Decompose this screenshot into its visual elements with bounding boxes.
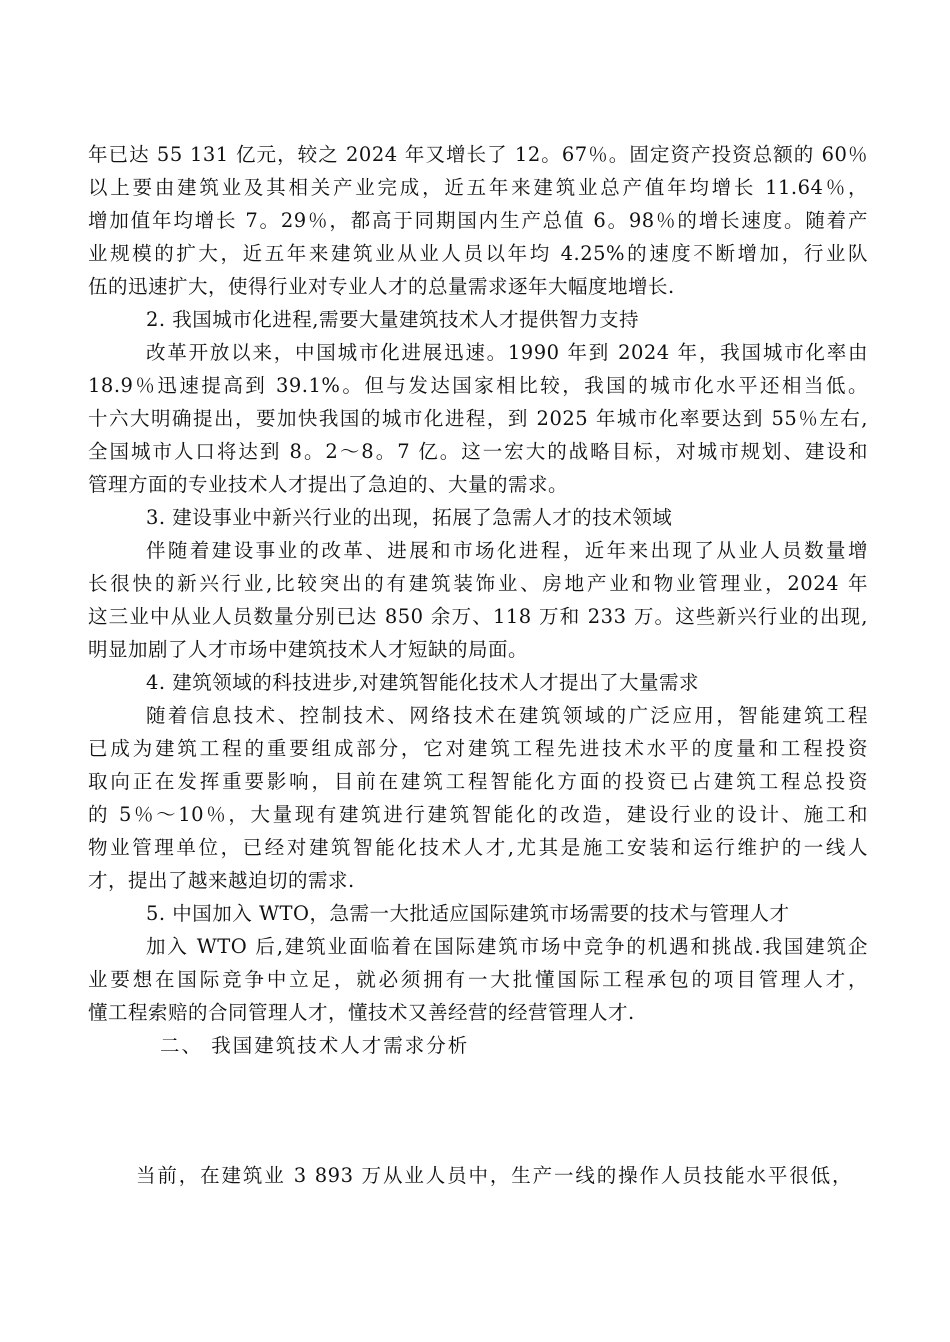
paragraph-1-line-5: 伍的迅速扩大，使得行业对专业人才的总量需求逐年大幅度地增长. [88, 275, 675, 298]
paragraph-3-line-4: 明显加剧了人才市场中建筑技术人才短缺的局面。 [88, 638, 529, 661]
heading-2: 2. 我国城市化进程,需要大量建筑技术人才提供智力支持 [146, 308, 640, 331]
paragraph-1-line-4: 业规模的扩大，近五年来建筑业从业人员以年均 4.25%的速度不断增加，行业队 [88, 242, 868, 265]
heading-5: 5. 中国加入 WTO，急需一大批适应国际建筑市场需要的技术与管理人才 [146, 902, 790, 925]
paragraph-4-line-3: 取向正在发挥重要影响，目前在建筑工程智能化方面的投资已占建筑工程总投资 [88, 770, 868, 793]
paragraph-5-line-2: 业要想在国际竞争中立足，就必须拥有一大批懂国际工程承包的项目管理人才， [88, 968, 868, 991]
paragraph-4-line-6: 才，提出了越来越迫切的需求. [88, 869, 355, 892]
paragraph-6-line-1: 当前，在建筑业 3 893 万从业人员中，生产一线的操作人员技能水平很低， [136, 1164, 852, 1187]
paragraph-2-line-2: 18.9％迅速提高到 39.1%。但与发达国家相比较，我国的城市化水平还相当低。 [88, 374, 868, 397]
paragraph-2-line-4: 全国城市人口将达到 8。2～8。7 亿。这一宏大的战略目标，对城市规划、建设和 [88, 440, 868, 463]
paragraph-2-line-5: 管理方面的专业技术人才提出了急迫的、大量的需求。 [88, 473, 569, 496]
paragraph-4-line-4: 的 5％～10％，大量现有建筑进行建筑智能化的改造，建设行业的设计、施工和 [88, 803, 868, 826]
paragraph-1-line-3: 增加值年均增长 7。29％，都高于同期国内生产总值 6。98％的增长速度。随着产 [88, 209, 868, 232]
paragraph-4-line-2: 已成为建筑工程的重要组成部分，它对建筑工程先进技术水平的度量和工程投资 [88, 737, 868, 760]
paragraph-3-line-2: 长很快的新兴行业,比较突出的有建筑装饰业、房地产业和物业管理业，2024 年 [88, 572, 868, 595]
paragraph-1-line-1: 年已达 55 131 亿元，较之 2024 年又增长了 12。67％。固定资产投资总额的 60％ [88, 143, 868, 166]
paragraph-3-line-1: 伴随着建设事业的改革、进展和市场化进程，近年来出现了从业人员数量增 [146, 539, 868, 562]
paragraph-2-line-1: 改革开放以来，中国城市化进展迅速。1990 年到 2024 年，我国城市化率由 [146, 341, 868, 364]
heading-4: 4. 建筑领域的科技进步,对建筑智能化技术人才提出了大量需求 [146, 671, 700, 694]
paragraph-3-line-3: 这三业中从业人员数量分别已达 850 余万、118 万和 233 万。这些新兴行业的出现, [88, 605, 868, 628]
paragraph-5-line-3: 懂工程索赔的合同管理人才，懂技术又善经营的经营管理人才. [88, 1001, 635, 1024]
heading-3: 3. 建设事业中新兴行业的出现，拓展了急需人才的技术领域 [146, 506, 673, 529]
paragraph-2-line-3: 十六大明确提出，要加快我国的城市化进程，到 2025 年城市化率要达到 55％左右, [88, 407, 868, 430]
paragraph-4-line-5: 物业管理单位，已经对建筑智能化技术人才,尤其是施工安装和运行维护的一线人 [88, 836, 868, 859]
paragraph-4-line-1: 随着信息技术、控制技术、网络技术在建筑领域的广泛应用，智能建筑工程 [146, 704, 868, 727]
section-heading: 二、 我国建筑技术人才需求分析 [160, 1034, 470, 1057]
paragraph-5-line-1: 加入 WTO 后,建筑业面临着在国际建筑市场中竞争的机遇和挑战.我国建筑企 [146, 935, 868, 958]
paragraph-1-line-2: 以上要由建筑业及其相关产业完成，近五年来建筑业总产值年均增长 11.64％， [88, 176, 868, 199]
